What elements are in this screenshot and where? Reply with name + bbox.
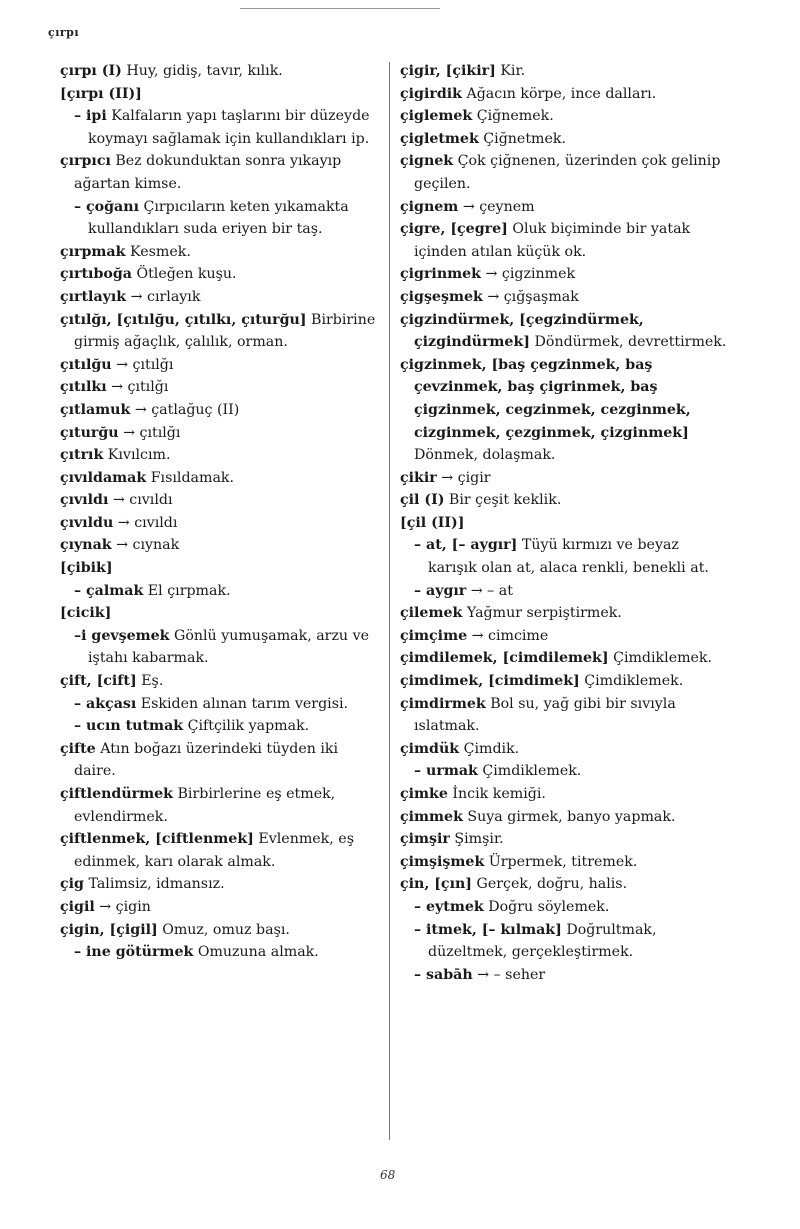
dictionary-entry <box>400 828 728 851</box>
entry-headword: – itmek, [– kılmak] <box>414 921 562 938</box>
dictionary-entry <box>400 670 728 693</box>
dictionary-entry <box>400 512 728 535</box>
dictionary-entry <box>60 896 382 919</box>
entry-definition: Gönlü yumuşamak, arzu ve iştahı kabarmak. <box>88 627 369 667</box>
dictionary-entry <box>400 602 728 625</box>
entry-headword: çig <box>60 876 84 893</box>
entry-definition: Oluk biçiminde bir yatak içinden atılan küçük ok. <box>414 221 691 260</box>
dictionary-entry <box>60 444 382 467</box>
dictionary-entry <box>60 376 382 399</box>
entry-definition: Çiftçilik yapmak. <box>183 718 310 735</box>
dictionary-entry <box>400 196 728 219</box>
entry-definition: Dönmek, dolaşmak. <box>414 447 556 464</box>
dictionary-entry <box>400 873 728 896</box>
entry-headword: çimdük <box>400 740 460 757</box>
entry-definition: Çiğnemek. <box>472 108 554 125</box>
entry-headword: çıtılğı, [çıtılğu, çıtılkı, çıturğu] <box>60 311 307 328</box>
dictionary-entry <box>60 738 382 783</box>
entry-definition: Bez dokunduktan sonra yıkayıp ağartan kimse. <box>74 153 342 192</box>
dictionary-entry <box>60 354 382 377</box>
entry-definition: Ürpermek, titremek. <box>484 853 638 870</box>
dictionary-entry <box>60 534 382 557</box>
entry-headword: – sabāh <box>414 966 473 983</box>
entry-headword: çiftlendürmek <box>60 786 173 802</box>
entry-headword: çin, [çın] <box>400 876 472 893</box>
entry-headword: – urmak <box>414 763 478 780</box>
entry-headword: çıtılkı <box>60 379 107 396</box>
entry-headword: çignek <box>400 153 454 170</box>
entry-definition: → – seher <box>472 966 546 983</box>
entry-definition: Omuz, omuz başı. <box>157 921 290 938</box>
dictionary-entry <box>60 941 382 964</box>
entry-definition: Omuzuna almak. <box>193 944 319 961</box>
dictionary-entry <box>400 851 728 874</box>
dictionary-entry <box>60 489 382 512</box>
dictionary-entry <box>400 218 728 263</box>
dictionary-entry <box>60 105 382 150</box>
entry-definition: Çok çiğnenen, üzerinden çok gelinip geçilen. <box>414 153 721 192</box>
dictionary-entry <box>400 760 728 783</box>
entry-definition: Çiğnetmek. <box>478 130 566 147</box>
entry-definition: → cırlayık <box>126 288 201 305</box>
entry-definition: Tüyü kırmızı ve beyaz karışık olan at, alaca renkli, benekli at. <box>428 537 709 577</box>
dictionary-entry <box>400 83 728 106</box>
entry-definition: Gerçek, doğru, halis. <box>472 876 628 893</box>
entry-definition: Doğru söylemek. <box>483 898 610 915</box>
entry-headword: çıtılğu <box>60 356 112 373</box>
dictionary-entry <box>400 896 728 919</box>
entry-definition: → çigin <box>94 898 151 915</box>
entry-definition: Çimdiklemek. <box>477 763 582 780</box>
entry-definition: Suya girmek, banyo yapmak. <box>462 808 676 825</box>
entry-headword: çimdimek, [cimdimek] <box>400 673 580 690</box>
entry-definition: Çimdik. <box>459 740 520 757</box>
entry-headword: çıynak <box>60 537 112 554</box>
dictionary-entry <box>60 467 382 490</box>
entry-definition: Fısıldamak. <box>146 469 235 486</box>
entry-headword: –i gevşemek <box>74 627 170 644</box>
entry-definition: → cimcime <box>467 627 549 644</box>
entry-headword: çıtrık <box>60 447 104 464</box>
entry-headword: çimke <box>400 786 448 802</box>
entry-headword: çıvıldı <box>60 492 109 509</box>
entry-headword: – akçası <box>74 695 137 712</box>
dictionary-entry <box>60 150 382 195</box>
dictionary-entry <box>60 83 382 106</box>
entry-definition: → çatlağuç (II) <box>130 401 240 418</box>
dictionary-entry <box>400 806 728 829</box>
entry-definition: Kalfaların yapı taşlarını bir düzeyde koymayı sağlamak için kullandıkları ip. <box>88 108 370 147</box>
dictionary-entry <box>400 783 728 806</box>
entry-definition: → çığşaşmak <box>482 288 579 305</box>
entry-headword: çimmek <box>400 808 463 825</box>
top-scan-line <box>240 8 440 9</box>
entry-headword: [çil (II)] <box>400 514 465 531</box>
entry-definition: Çırpıcıların keten yıkamakta kullandıkları suda eriyen bir taş. <box>88 198 349 238</box>
entry-headword: – at, [– aygır] <box>414 537 518 554</box>
entry-definition: Döndürmek, devrettirmek. <box>530 334 727 351</box>
entry-definition: → çeynem <box>458 198 535 215</box>
entry-definition: Ötleğen kuşu. <box>131 266 237 283</box>
entry-definition: → çıtılğı <box>111 356 174 373</box>
entry-headword: çimşir <box>400 831 450 848</box>
entry-headword: – ucın tutmak <box>74 718 184 735</box>
entry-definition: Evlenmek, eş edinmek, karı olarak almak. <box>74 831 354 870</box>
entry-headword: çift, [cift] <box>60 673 137 690</box>
column-divider <box>389 62 390 1140</box>
dictionary-entry <box>400 263 728 286</box>
entry-definition: Talimsiz, idmansız. <box>83 876 225 893</box>
entry-definition: → cıynak <box>111 537 180 554</box>
entry-definition: Birbirlerine eş etmek, evlendirmek. <box>74 786 336 825</box>
dictionary-entry <box>60 241 382 264</box>
entry-headword: çilemek <box>400 605 463 622</box>
entry-definition: Şimşir. <box>449 831 504 848</box>
dictionary-entry <box>60 602 382 625</box>
entry-headword: çigrinmek <box>400 266 481 283</box>
entry-headword: çırpıcı <box>60 153 111 170</box>
dictionary-entry <box>60 512 382 535</box>
entry-headword: – çalmak <box>74 582 144 599</box>
entry-headword: – çoğanı <box>74 198 139 215</box>
dictionary-entry <box>400 580 728 603</box>
dictionary-entry <box>400 354 728 467</box>
entry-definition: Huy, gidiş, tavır, kılık. <box>121 63 283 79</box>
page-number: 68 <box>380 1168 396 1182</box>
dictionary-entry <box>60 670 382 693</box>
entry-headword: – aygır <box>414 582 467 599</box>
dictionary-entry <box>400 534 728 579</box>
entry-headword: çigzindürmek, [çegzindürmek, çizgindürmek] <box>400 311 644 351</box>
dictionary-entry <box>60 60 382 83</box>
entry-headword: çıtlamuk <box>60 401 131 418</box>
entry-definition: Birbirine girmiş ağaçlık, çalılık, orman. <box>74 311 376 351</box>
entry-headword: çimdilemek, [cimdilemek] <box>400 650 609 667</box>
entry-headword: çigin, [çigil] <box>60 921 158 938</box>
entry-definition: Kir. <box>495 63 526 79</box>
entry-definition: Bir çeşit keklik. <box>444 492 562 509</box>
entry-headword: çırpmak <box>60 243 126 260</box>
entry-definition: → çıtılğı <box>118 424 181 441</box>
dictionary-entry <box>400 693 728 738</box>
entry-definition: → çigzinmek <box>481 266 576 283</box>
entry-definition: Eskiden alınan tarım vergisi. <box>136 695 349 712</box>
entry-definition: Çimdiklemek. <box>608 650 713 667</box>
dictionary-entry <box>60 580 382 603</box>
entry-definition: → – at <box>466 582 513 599</box>
entry-headword: – eytmek <box>414 898 484 915</box>
entry-definition: Eş. <box>136 673 164 690</box>
entry-headword: – ipi <box>74 108 107 125</box>
dictionary-entry <box>60 693 382 716</box>
dictionary-entry <box>400 625 728 648</box>
entry-definition: Bol su, yağ gibi bir sıvıyla ıslatmak. <box>414 695 676 735</box>
running-head: çırpı <box>48 26 80 39</box>
entry-headword: [çırpı (II)] <box>60 85 142 102</box>
dictionary-entry <box>400 738 728 761</box>
entry-definition: → cıvıldı <box>113 514 178 531</box>
entry-definition: Çimdiklemek. <box>579 673 684 690</box>
entry-definition: → çıtılğı <box>106 379 169 396</box>
entry-headword: çil (I) <box>400 492 445 509</box>
left-column <box>60 60 382 964</box>
entry-definition: Kıvılcım. <box>103 447 171 464</box>
dictionary-entry <box>60 828 382 873</box>
dictionary-entry <box>60 286 382 309</box>
dictionary-entry <box>400 286 728 309</box>
dictionary-entry <box>400 489 728 512</box>
dictionary-entry <box>400 128 728 151</box>
entry-definition: Ağacın körpe, ince dalları. <box>461 85 657 102</box>
entry-headword: çigirdik <box>400 85 462 102</box>
entry-headword: çıvıldu <box>60 514 114 531</box>
dictionary-entry <box>60 715 382 738</box>
entry-definition: → çigir <box>436 469 491 486</box>
entry-headword: çıvıldamak <box>60 469 147 486</box>
entry-headword: çimçime <box>400 627 468 644</box>
right-column <box>400 60 728 986</box>
entry-headword: çimşişmek <box>400 853 485 870</box>
entry-headword: [çibik] <box>60 560 113 577</box>
dictionary-entry <box>60 399 382 422</box>
entry-headword: çigletmek <box>400 130 479 147</box>
entry-headword: çigre, [çegre] <box>400 221 508 238</box>
entry-headword: çırpı (I) <box>60 63 122 79</box>
dictionary-entry <box>60 873 382 896</box>
entry-headword: [cicik] <box>60 605 112 622</box>
entry-headword: çifte <box>60 740 96 757</box>
dictionary-entry <box>400 105 728 128</box>
entry-headword: çigzinmek, [baş çegzinmek, baş çevzinmek, baş çigrinmek, baş çigzinmek, cegzinmek, cezginmek, cizginmek, çezginmek, çizginmek] <box>400 356 691 441</box>
entry-headword: çırtlayık <box>60 288 127 305</box>
entry-headword: çiglemek <box>400 108 473 125</box>
entry-definition: → cıvıldı <box>108 492 173 509</box>
dictionary-entry <box>60 263 382 286</box>
entry-headword: çimdirmek <box>400 695 486 712</box>
dictionary-entry <box>400 150 728 195</box>
dictionary-entry <box>60 919 382 942</box>
dictionary-entry <box>400 647 728 670</box>
entry-definition: El çırpmak. <box>143 582 231 599</box>
dictionary-entry <box>400 309 728 354</box>
entry-headword: çiftlenmek, [ciftlenmek] <box>60 831 254 848</box>
dictionary-entry <box>60 309 382 354</box>
entry-definition: Doğrultmak, düzeltmek, gerçekleştirmek. <box>428 921 657 961</box>
dictionary-entry <box>400 60 728 83</box>
dictionary-entry <box>60 625 382 670</box>
entry-headword: çırtıboğa <box>60 266 132 283</box>
entry-definition: İncik kemiği. <box>447 786 546 802</box>
dictionary-entry <box>60 783 382 828</box>
entry-headword: çigir, [çikir] <box>400 63 496 79</box>
dictionary-entry <box>400 919 728 964</box>
entry-definition: Atın boğazı üzerindeki tüyden iki daire. <box>74 740 339 780</box>
dictionary-entry <box>400 467 728 490</box>
dictionary-entry <box>400 964 728 987</box>
entry-headword: – ine götürmek <box>74 944 194 961</box>
dictionary-entry <box>60 196 382 241</box>
entry-headword: çignem <box>400 198 459 215</box>
entry-definition: Kesmek. <box>125 243 191 260</box>
entry-headword: çigşeşmek <box>400 288 483 305</box>
dictionary-entry <box>60 557 382 580</box>
entry-definition: Yağmur serpiştirmek. <box>462 605 622 622</box>
entry-headword: çikir <box>400 469 437 486</box>
dictionary-entry <box>60 422 382 445</box>
entry-headword: çigil <box>60 898 95 915</box>
entry-headword: çıturğu <box>60 424 119 441</box>
